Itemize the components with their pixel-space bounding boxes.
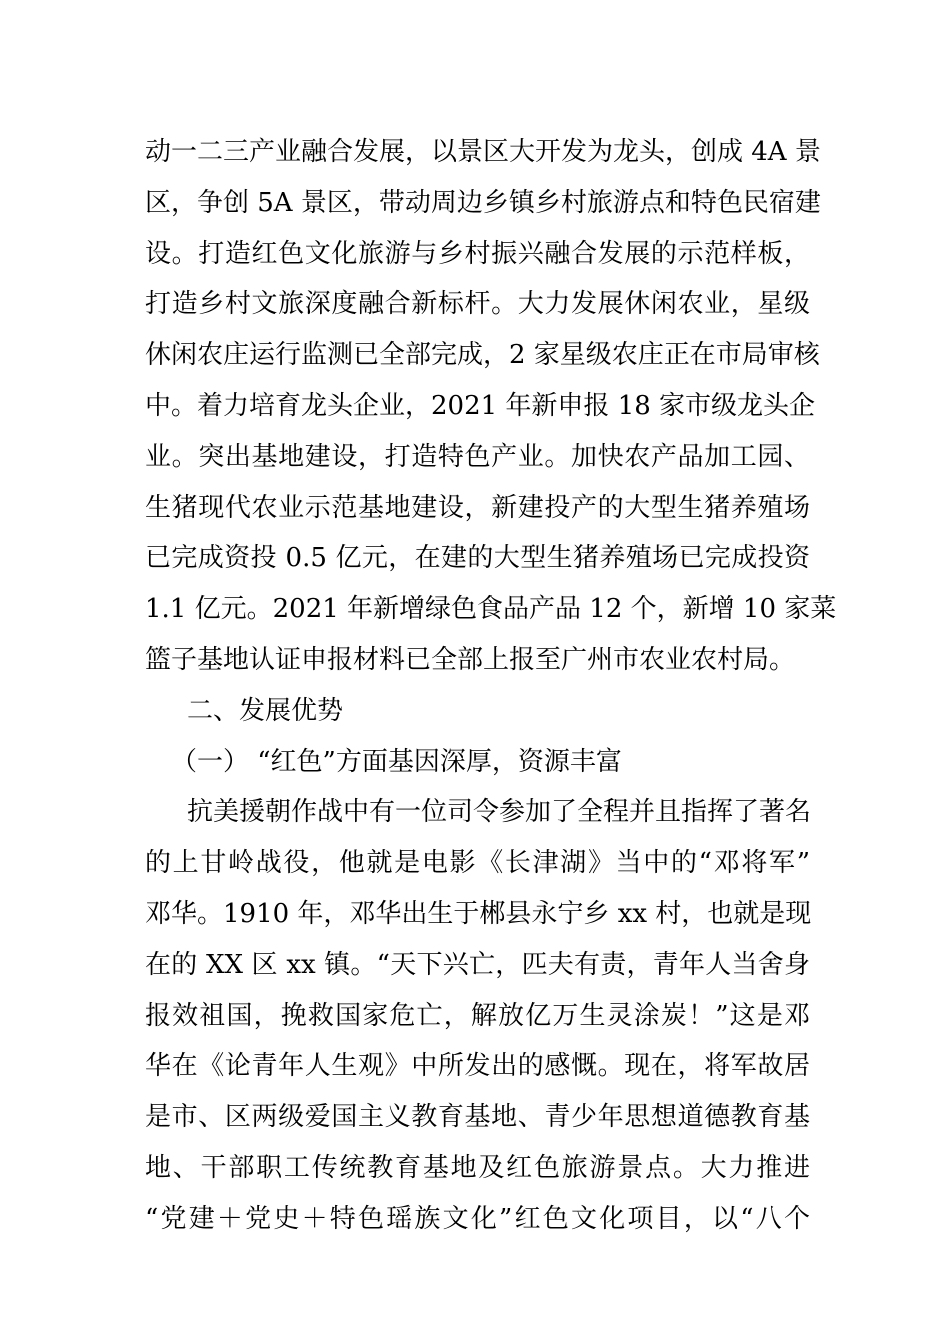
paragraph-line: 在的 XX 区 xx 镇。“天下兴亡，匹夫有责，青年人当舍身 (145, 949, 810, 980)
paragraph-line: 中。着力培育龙头企业，2021 年新申报 18 家市级龙头企 (145, 390, 816, 421)
paragraph-line: 动一二三产业融合发展，以景区大开发为龙头，创成 4A 景 (145, 137, 821, 167)
paragraph-line: 的上甘岭战役，他就是电影《长津湖》当中的“邓将军” (145, 848, 810, 879)
paragraph-line: 设。打造红色文化旅游与乡村振兴融合发展的示范样板， (145, 238, 810, 269)
paragraph-line: 已完成资投 0.5 亿元，在建的大型生猪养殖场已完成投资 (145, 543, 810, 574)
paragraph-line: 是市、区两级爱国主义教育基地、青少年思想道德教育基 (145, 1102, 810, 1133)
document-body (145, 127, 837, 1245)
paragraph-line: 地、干部职工传统教育基地及红色旅游景点。大力推进 (145, 1152, 810, 1183)
subsection-heading: （一） “红色”方面基因深厚，资源丰富 (171, 746, 622, 777)
paragraph-line: 区，争创 5A 景区，带动周边乡镇乡村旅游点和特色民宿建 (145, 187, 821, 218)
paragraph-line: 打造乡村文旅深度融合新标杆。大力发展休闲农业，星级 (145, 289, 810, 320)
paragraph-line: 华在《论青年人生观》中所发出的感慨。现在，将军故居 (145, 1051, 810, 1082)
paragraph-line: 邓华。1910 年，邓华出生于郴县永宁乡 xx 村，也就是现 (145, 898, 812, 929)
paragraph-line: 报效祖国，挽救国家危亡，解放亿万生灵涂炭！”这是邓 (145, 1000, 810, 1031)
paragraph-line: 1.1 亿元。2021 年新增绿色食品产品 12 个，新增 10 家菜 (145, 594, 837, 625)
paragraph-line: 抗美援朝作战中有一位司令参加了全程并且指挥了著名 (161, 797, 812, 828)
paragraph-line: 篮子基地认证申报材料已全部上报至广州市农业农村局。 (145, 644, 796, 675)
paragraph-line: 业。突出基地建设，打造特色产业。加快农产品加工园、 (145, 441, 810, 472)
section-heading: 二、发展优势 (161, 695, 344, 726)
paragraph-line: 生猪现代农业示范基地建设，新建投产的大型生猪养殖场 (145, 492, 810, 523)
paragraph-line: 休闲农庄运行监测已全部完成，2 家星级农庄正在市局审核 (145, 340, 820, 371)
paragraph-line: “党建＋党史＋特色瑶族文化”红色文化项目，以“八个 (145, 1203, 810, 1234)
